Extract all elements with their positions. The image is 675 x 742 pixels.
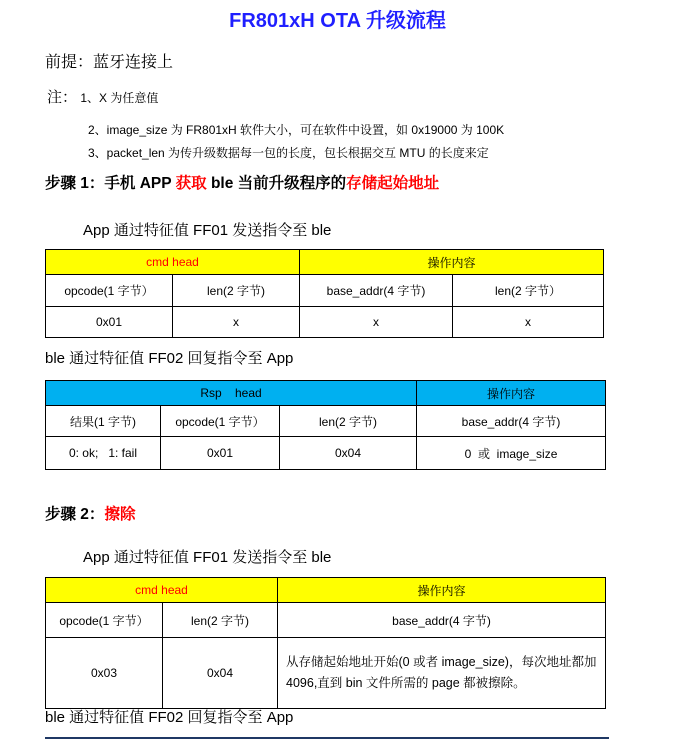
value-len: x: [173, 307, 300, 338]
step-1-text-mid: ble 当前升级程序的: [206, 175, 347, 192]
col-header-opcode: opcode(1 字节）: [46, 275, 173, 307]
step-1-heading: [45, 171, 439, 193]
value-base-addr: x: [300, 307, 453, 338]
step-1-text: 步骤 1：手机 APP: [45, 175, 176, 192]
note-item-1: 1、X 为任意值: [80, 91, 159, 105]
caption-ble-reply-step2: ble 通过特征值 FF02 回复指令至 App: [45, 709, 294, 726]
premise-text: 前提：蓝牙连接上: [45, 54, 174, 71]
value-opcode: 0x01: [46, 307, 173, 338]
op-content-header-cell: 操作内容: [278, 578, 606, 603]
cmd-table-step1-header-row: [46, 250, 604, 275]
step-1-highlight-get: 获取: [175, 175, 207, 192]
col-header-result: 结果(1 字节): [46, 406, 161, 437]
cmd-table-step2-cols-row: [46, 603, 606, 638]
step-1-highlight-addr: 存储起始地址: [346, 175, 440, 192]
cmd-table-step2: [45, 577, 606, 709]
page-title: FR801xH OTA 升级流程: [229, 10, 446, 32]
next-table-top-border: [45, 737, 609, 739]
value-opcode: 0x03: [46, 638, 163, 709]
op-content-header-cell: 操作内容: [417, 381, 606, 406]
rsp-table-step1: [45, 380, 606, 470]
value-base-addr: 0 或 image_size: [417, 437, 606, 470]
col-header-base-addr: base_addr(4 字节): [278, 603, 606, 638]
col-header-opcode: opcode(1 字节）: [161, 406, 280, 437]
cmd-head-header-cell: cmd head: [46, 578, 278, 603]
value-len: 0x04: [280, 437, 417, 470]
step-2-text: 步骤 2：: [45, 506, 105, 523]
cmd-head-header-cell: cmd head: [46, 250, 300, 275]
value-len-2: x: [453, 307, 604, 338]
cmd-table-step1-values-row: [46, 307, 604, 338]
cmd-table-step1: [45, 249, 604, 338]
value-len: 0x04: [163, 638, 278, 709]
value-opcode: 0x01: [161, 437, 280, 470]
value-result: 0: ok; 1: fail: [46, 437, 161, 470]
note-item-3: 3、packet_len 为传升级数据每一包的长度，包长根据交互 MTU 的长度来定: [88, 146, 489, 160]
rsp-head-header-cell: Rsp head: [46, 381, 417, 406]
col-header-len-2: len(2 字节）: [453, 275, 604, 307]
step-2-highlight-erase: 擦除: [104, 506, 136, 523]
rsp-table-step1-header-row: [46, 381, 606, 406]
col-header-len: len(2 字节): [163, 603, 278, 638]
rsp-table-step1-values-row: [46, 437, 606, 470]
note-line-1: [47, 86, 158, 107]
col-header-len: len(2 字节): [280, 406, 417, 437]
col-header-base-addr: base_addr(4 字节): [417, 406, 606, 437]
col-header-opcode: opcode(1 字节）: [46, 603, 163, 638]
col-header-len: len(2 字节): [173, 275, 300, 307]
note-label: 注：: [47, 89, 78, 106]
cmd-table-step1-cols-row: [46, 275, 604, 307]
value-erase-description: 从存储起始地址开始(0 或者 image_size)，每次地址都加 4096,直到 bin 文件所需的 page 都被擦除。: [278, 638, 606, 709]
caption-app-send-step2: App 通过特征值 FF01 发送指令至 ble: [83, 549, 332, 566]
cmd-table-step2-header-row: [46, 578, 606, 603]
cmd-table-step2-values-row: [46, 638, 606, 709]
col-header-base-addr: base_addr(4 字节): [300, 275, 453, 307]
caption-app-send-step1: App 通过特征值 FF01 发送指令至 ble: [83, 222, 332, 239]
rsp-table-step1-cols-row: [46, 406, 606, 437]
caption-ble-reply-step1: ble 通过特征值 FF02 回复指令至 App: [45, 350, 294, 367]
note-item-2: 2、image_size 为 FR801xH 软件大小，可在软件中设置，如 0x19000 为 100K: [88, 123, 505, 137]
step-2-heading: [45, 502, 135, 524]
op-content-header-cell: 操作内容: [300, 250, 604, 275]
